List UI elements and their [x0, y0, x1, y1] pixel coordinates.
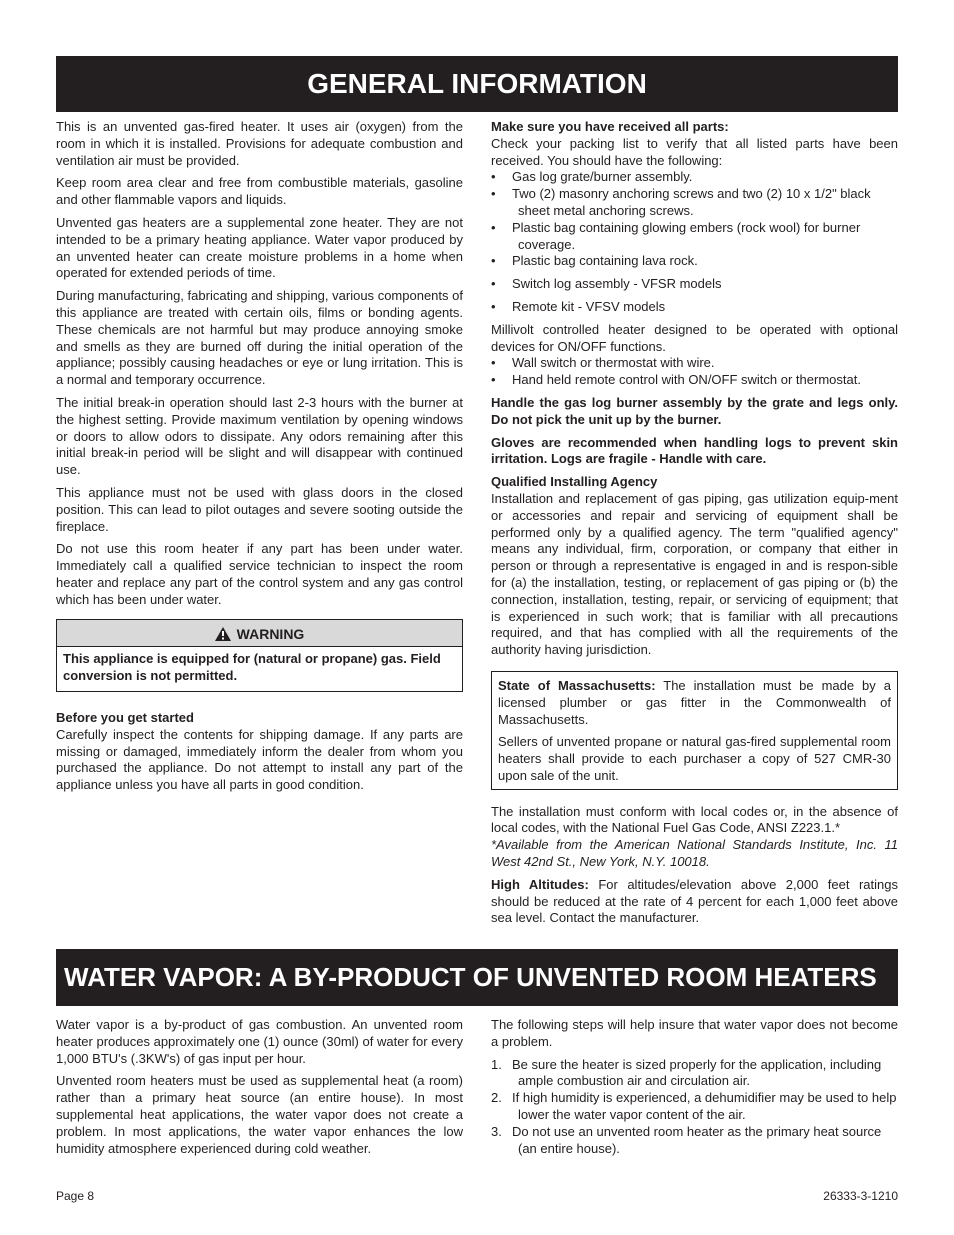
sellers-paragraph: Sellers of unvented propane or natural gas-fired supplemental room heaters shall provide to each purchaser a copy of 527 CMR-30 upon sale of the unit. [498, 734, 891, 783]
step-text: Do not use an unvented room heater as the primary heat source (an entire house). [512, 1123, 882, 1156]
steps-intro: The following steps will help insure that water vapor does not become a problem. [491, 1017, 898, 1049]
list-item: • Switch log assembly - VFSR models [491, 276, 898, 293]
massachusetts-label: State of Massachusetts: [498, 677, 656, 693]
section-banner-general-information: GENERAL INFORMATION [56, 56, 898, 112]
list-item [491, 1124, 898, 1158]
general-info-left-column [56, 119, 463, 800]
codes-paragraph: The installation must conform with local codes or, in the absence of local codes, with the National Fuel Gas Code, ANSI Z223.1.* [491, 803, 898, 836]
list-item [491, 1090, 898, 1124]
codes-footnote: *Available from the American National Standards Institute, Inc. 11 West 42nd St., New York, N.Y. 10018. [491, 837, 898, 870]
paragraph: The initial break-in operation should last 2-3 hours with the burner at the highest setting. Provide maximum ventilation by opening windows or doors to allow odors to dissipate. Any odors remaining after this initial break-in period will be slight and will disappear with continued use. [56, 394, 463, 478]
warning-title: WARNING [236, 625, 305, 642]
paragraph: This appliance must not be used with glass doors in the closed position. This can lead to pilot outages and severe sooting outside the fireplace. [56, 484, 463, 534]
paragraph: Do not use this room heater if any part has been under water. Immediately call a qualified service technician to inspect the room heater and replace any part of the control system and any gas control which has been under water. [56, 541, 463, 607]
list-item: • Plastic bag containing lava rock. [491, 253, 898, 270]
step-number: 1. [491, 1056, 502, 1072]
altitude-text: For altitudes/elevation above 2,000 feet ratings should be reduced at the rate of 4 percent for each 1,000 feet above sea level. Contact the manufacturer. [491, 876, 899, 926]
step-number: 3. [491, 1123, 502, 1139]
massachusetts-paragraph [498, 678, 891, 728]
parts-heading: Make sure you have received all parts: [491, 119, 729, 134]
document-number: 26333-3-1210 [823, 1189, 898, 1203]
paragraph: Unvented room heaters must be used as supplemental heat (a room) rather than a primary heat source (an entire house). In most supplemental heat applications, the water vapor does not create a problem. In most applications, the water vapor enhances the low humidity atmosphere experienced during cold weather. [56, 1073, 463, 1156]
qualified-paragraph: Installation and replacement of gas piping, gas utilization equip-ment or accessories and repair and servicing of equipment shall be performed only by a qualified agency. The term "qualified agency" means any individual, firm, corporation, or company that either in person or through a representative is engaged in and is respon-sible for (a) the installation, testing, or replacement of gas piping or (b) the connection, installation, testing, repair, or servicing of equipment; that is experienced in such work; that is familiar with all precautions required, and that has complied with all the requirements of the authority having jurisdiction. [491, 490, 898, 658]
paragraph: Keep room area clear and free from combustible materials, gasoline and other flammable vapors and liquids. [56, 175, 463, 208]
page-number: Page 8 [56, 1189, 95, 1203]
altitude-label: High Altitudes: [491, 876, 589, 892]
parts-intro: Check your packing list to verify that all listed parts have been received. You should have the following: [491, 135, 898, 168]
gloves-note: Gloves are recommended when handling logs to prevent skin irritation. Logs are fragile - Handle with care. [491, 434, 898, 467]
warning-triangle-icon [215, 627, 231, 641]
parts-list [491, 169, 898, 315]
list-item: • Hand held remote control with ON/OFF switch or thermostat. [491, 372, 898, 389]
paragraph: This is an unvented gas-fired heater. It uses air (oxygen) from the room in which it is installed. Provisions for adequate combustion and ventilation air must be provided. [56, 119, 463, 168]
water-vapor-right-column [491, 1017, 898, 1157]
list-item: • Two (2) masonry anchoring screws and two (2) 10 x 1/2" black sheet metal anchoring screws. [491, 186, 898, 220]
warning-text: This appliance is equipped for (natural or propane) gas. Field conversion is not permitted. [63, 651, 441, 684]
paragraph: Water vapor is a by-product of gas combustion. An unvented room heater produces approximately one (1) ounce (30ml) of water for every 1,000 BTU's (.3KW's) of gas input per hour. [56, 1017, 463, 1066]
step-number: 2. [491, 1090, 502, 1106]
warning-header [57, 620, 462, 648]
altitude-paragraph [491, 877, 898, 927]
handling-note: Handle the gas log burner assembly by the grate and legs only. Do not pick the unit up by the burner. [491, 394, 898, 427]
list-item: • Gas log grate/burner assembly. [491, 169, 898, 186]
qualified-heading: Qualified Installing Agency [491, 474, 658, 490]
warning-box [56, 619, 463, 692]
millivolt-paragraph: Millivolt controlled heater designed to be operated with optional devices for ON/OFF functions. [491, 321, 898, 354]
before-heading: Before you get started [56, 709, 194, 725]
step-text: Be sure the heater is sized properly for the application, including ample combustion air and circulation air. [512, 1056, 882, 1089]
list-item [491, 1057, 898, 1091]
steps-list [491, 1057, 898, 1158]
paragraph: During manufacturing, fabricating and shipping, various components of this appliance are treated with certain oils, films or bonding agents. These chemicals are not harmful but may produce annoying smoke and smells as they are burned off during the initial operation of the appliance; possibly causing headaches or eye or lung irritation. This is a normal and temporary occurrence. [56, 288, 463, 388]
section-banner-water-vapor: WATER VAPOR: A BY-PRODUCT OF UNVENTED ROOM HEATERS [56, 949, 898, 1006]
millivolt-list [491, 355, 898, 389]
paragraph: Unvented gas heaters are a supplemental zone heater. They are not intended to be a primary heating appliance. Water vapor produced by an unvented heater can create moisture problems in a home when operated for extended periods of time. [56, 214, 463, 281]
massachusetts-notice-box [491, 671, 898, 790]
list-item: • Remote kit - VFSV models [491, 299, 898, 316]
massachusetts-text: The installation must be made by a licensed plumber or gas fitter in the Commonwealth of Massachusetts. [498, 677, 891, 727]
general-info-right-column [491, 119, 898, 933]
step-text: If high humidity is experienced, a dehumidifier may be used to help lower the water vapor content of the air. [512, 1090, 897, 1122]
list-item: • Plastic bag containing glowing embers (rock wool) for burner coverage. [491, 220, 898, 254]
list-item: • Wall switch or thermostat with wire. [491, 355, 898, 372]
before-paragraph: Carefully inspect the contents for shipping damage. If any parts are missing or damaged, immediately inform the dealer from whom you purchased the appliance. Do not attempt to install any part of the appliance unless you have all parts in good condition. [56, 726, 463, 793]
water-vapor-left-column [56, 1017, 463, 1163]
